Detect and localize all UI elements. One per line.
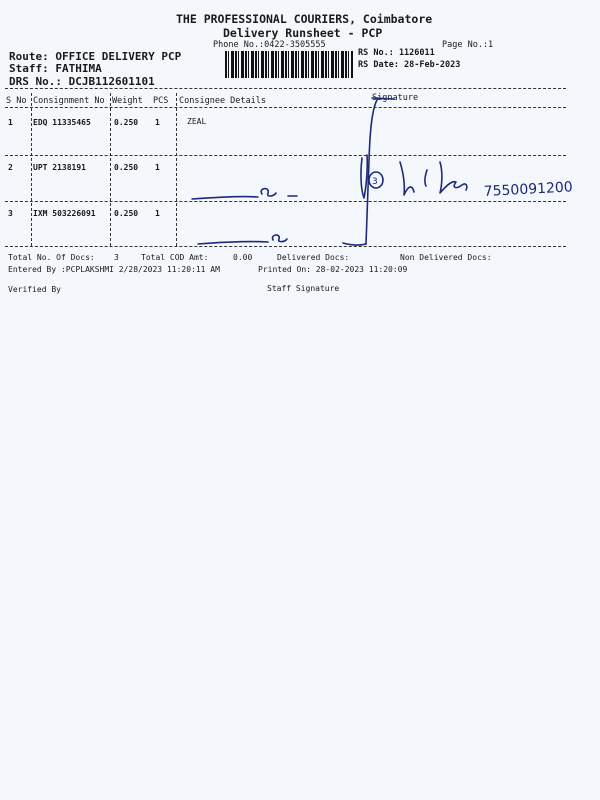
row-sno: 3: [8, 209, 13, 218]
phone-number: Phone No.:0422-3505555: [213, 40, 326, 50]
row-weight: 0.250: [114, 118, 139, 127]
row-consignment: UPT 2138191: [33, 163, 86, 172]
column-header-consignee: Consignee Details: [179, 96, 266, 106]
rs-number: RS No.: 1126011: [358, 48, 435, 58]
company-name: THE PROFESSIONAL COURIERS, Coimbatore: [176, 12, 433, 26]
row-consignment: EDQ 11335465: [33, 118, 91, 127]
route: Route: OFFICE DELIVERY PCP: [9, 50, 182, 63]
printed-on: Printed On: 28-02-2023 11:20:09: [258, 265, 408, 274]
drs-number: DRS No.: DCJB112601101: [9, 75, 155, 88]
total-docs-value: 3: [114, 253, 119, 262]
row-weight: 0.250: [114, 209, 139, 218]
column-header-sno: S No: [6, 96, 27, 106]
initials-stroke: [400, 162, 414, 195]
circled-number: 3: [372, 177, 378, 187]
page-number: Page No.:1: [442, 40, 494, 50]
column-header-signature: Signature: [372, 93, 419, 103]
signature-stroke: [372, 98, 394, 99]
initials-stroke: [425, 170, 427, 186]
row-sno: 1: [8, 118, 13, 127]
total-cod-label: Total COD Amt:: [141, 253, 209, 262]
signature-stroke: [361, 155, 367, 198]
column-header-pcs: PCS: [153, 96, 169, 106]
verified-by: Verified By: [8, 285, 61, 294]
ditto-mark: [272, 235, 287, 242]
staff-signature: Staff Signature: [267, 284, 340, 293]
row-consignee: ZEAL: [187, 117, 207, 126]
ditto-mark: [261, 189, 276, 196]
row-pcs: 1: [155, 163, 160, 172]
row-weight: 0.250: [114, 163, 139, 172]
delivered-docs-label: Delivered Docs:: [277, 253, 350, 262]
initials-stroke: [440, 162, 467, 193]
rs-date: RS Date: 28-Feb-2023: [358, 60, 461, 70]
row-sno: 2: [8, 163, 13, 172]
document-title: Delivery Runsheet - PCP: [223, 26, 383, 40]
row-pcs: 1: [155, 118, 160, 127]
staff: Staff: FATHIMA: [9, 62, 102, 75]
entered-by: Entered By :PCPLAKSHMI 2/28/2023 11:20:11 AM: [8, 265, 220, 274]
total-cod-value: 0.00: [233, 253, 253, 262]
ditto-mark: [192, 197, 258, 199]
total-docs-label: Total No. Of Docs:: [8, 253, 95, 262]
row-pcs: 1: [155, 209, 160, 218]
handwritten-phone: 7550091200: [483, 179, 574, 200]
row-consignment: IXM 503226091: [33, 209, 96, 218]
column-header-consignment: Consignment No: [33, 96, 105, 106]
signature-stroke: [343, 243, 366, 245]
column-header-weight: Weight: [112, 96, 143, 106]
ditto-mark: [198, 242, 268, 244]
non-delivered-docs-label: Non Delivered Docs:: [400, 253, 492, 262]
